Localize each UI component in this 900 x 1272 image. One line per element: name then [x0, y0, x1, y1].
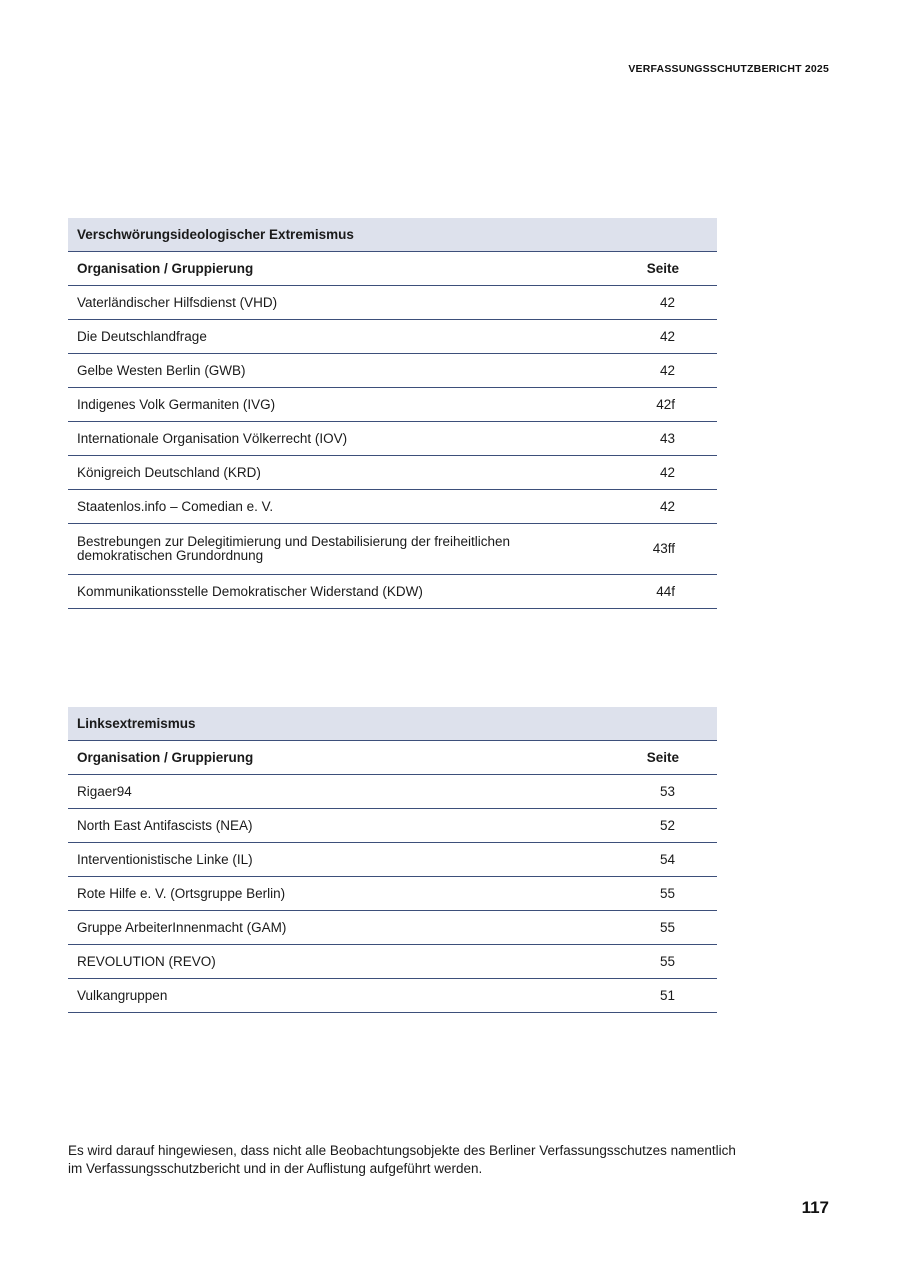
page-reference: 42: [638, 456, 717, 490]
page-reference: 42: [638, 354, 717, 388]
organisation-name: Gelbe Westen Berlin (GWB): [68, 354, 638, 388]
column-header-row: [68, 741, 717, 775]
organisation-name: Internationale Organisation Völkerrecht (IOV): [68, 422, 638, 456]
organisation-table-conspiracy: [68, 218, 717, 609]
category-title: Linksextremismus: [68, 707, 717, 741]
category-title: Verschwörungsideologischer Extremismus: [68, 218, 717, 252]
page-reference: 52: [606, 809, 717, 843]
table-row: [68, 286, 717, 320]
organisation-table-left-extremism: [68, 707, 717, 1013]
organisation-name: North East Antifascists (NEA): [68, 809, 606, 843]
table-row: [68, 524, 717, 575]
page-reference: 44f: [638, 575, 717, 609]
table-row: [68, 388, 717, 422]
page-reference: 42: [638, 320, 717, 354]
table-row: [68, 877, 717, 911]
table-row: [68, 320, 717, 354]
running-header: VERFASSUNGSSCHUTZBERICHT 2025: [628, 63, 829, 75]
organisation-name: Vulkangruppen: [68, 979, 606, 1013]
organisation-name: Rigaer94: [68, 775, 606, 809]
column-header-page: Seite: [638, 252, 717, 286]
table-row: [68, 843, 717, 877]
organisation-name: Indigenes Volk Germaniten (IVG): [68, 388, 638, 422]
page-reference: 42f: [638, 388, 717, 422]
organisation-name: Die Deutschlandfrage: [68, 320, 638, 354]
page-reference: 43: [638, 422, 717, 456]
column-header-row: [68, 252, 717, 286]
page-number: 117: [801, 1198, 829, 1217]
page-reference: 42: [638, 286, 717, 320]
page-reference: 51: [606, 979, 717, 1013]
table-row: [68, 456, 717, 490]
organisation-name: Vaterländischer Hilfsdienst (VHD): [68, 286, 638, 320]
table-row: [68, 945, 717, 979]
page-reference: 55: [606, 945, 717, 979]
table-row: [68, 422, 717, 456]
table-row: [68, 809, 717, 843]
organisation-name: REVOLUTION (REVO): [68, 945, 606, 979]
page-reference: 42: [638, 490, 717, 524]
page-reference: 54: [606, 843, 717, 877]
column-header-page: Seite: [606, 741, 717, 775]
organisation-name: Staatenlos.info – Comedian e. V.: [68, 490, 638, 524]
table-row: [68, 575, 717, 609]
page-reference: 55: [606, 911, 717, 945]
page-reference: 43ff: [638, 524, 717, 575]
table-row: [68, 490, 717, 524]
category-row: [68, 218, 717, 252]
organisation-name: Gruppe ArbeiterInnenmacht (GAM): [68, 911, 606, 945]
organisation-name: Interventionistische Linke (IL): [68, 843, 606, 877]
category-row: [68, 707, 717, 741]
column-header-organisation: Organisation / Gruppierung: [68, 741, 606, 775]
organisation-name: Bestrebungen zur Delegitimierung und Destabilisierung der freiheitlichen demokratischen Grundordnung: [68, 524, 638, 575]
table-row: [68, 354, 717, 388]
table-row: [68, 979, 717, 1013]
footnote: Es wird darauf hingewiesen, dass nicht alle Beobachtungsobjekte des Berliner Verfassungsschutzes namentlich im Verfassungsschutzbericht und in der Auflistung aufgeführt werden.: [68, 1142, 736, 1176]
organisation-name: Rote Hilfe e. V. (Ortsgruppe Berlin): [68, 877, 606, 911]
table-row: [68, 775, 717, 809]
page-reference: 53: [606, 775, 717, 809]
column-header-organisation: Organisation / Gruppierung: [68, 252, 638, 286]
organisation-name: Königreich Deutschland (KRD): [68, 456, 638, 490]
page-reference: 55: [606, 877, 717, 911]
table-row: [68, 911, 717, 945]
organisation-name: Kommunikationsstelle Demokratischer Widerstand (KDW): [68, 575, 638, 609]
